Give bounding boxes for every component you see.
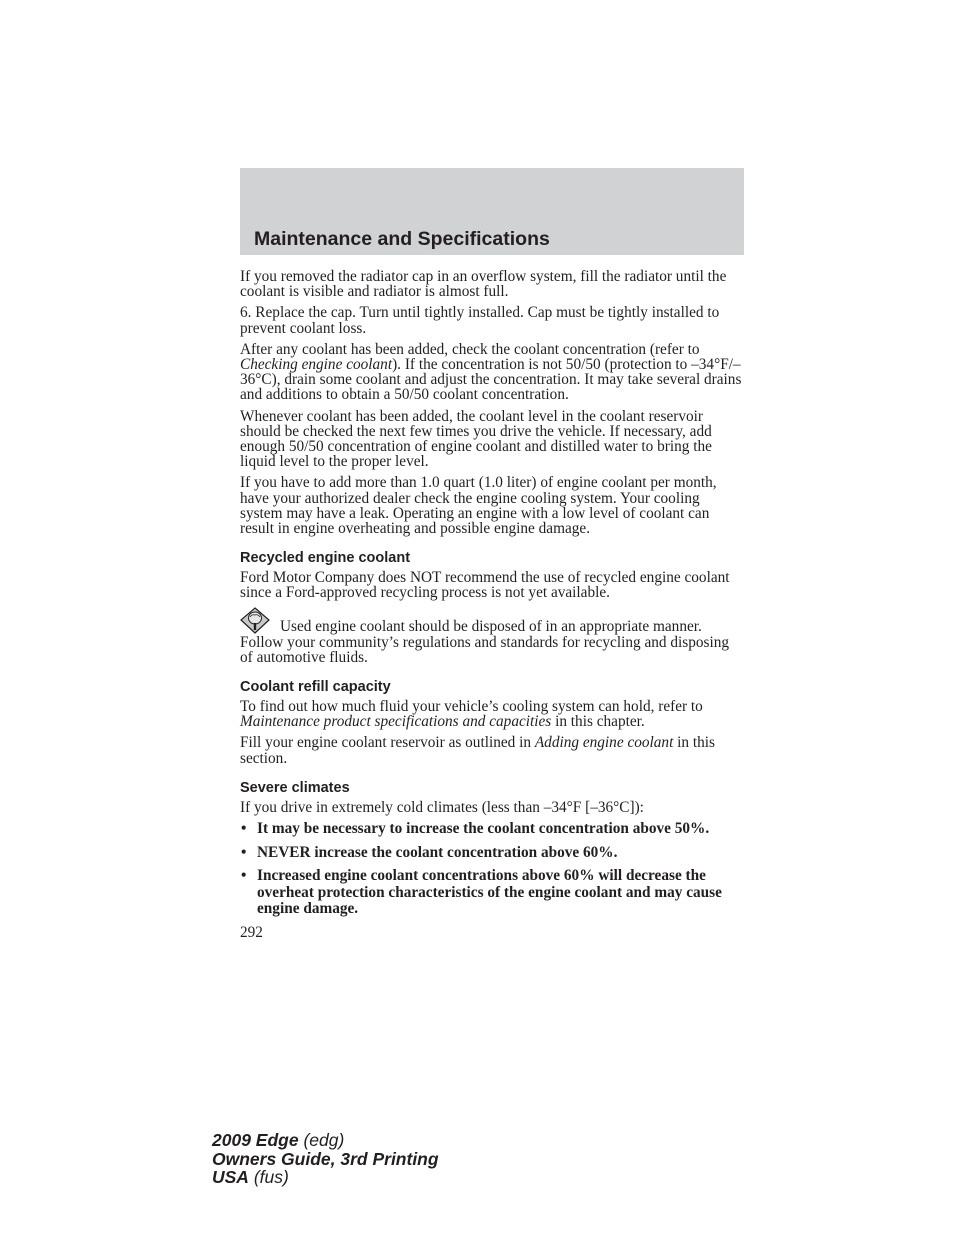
footer-guide: [212, 1150, 439, 1169]
footer-model: [212, 1131, 439, 1150]
model-name: 2009 Edge: [212, 1130, 299, 1150]
paragraph: If you have to add more than 1.0 quart (1.0 liter) of engine coolant per month, have your authorized dealer check the engine cooling system. Your cooling system may have a leak. Operating an engine with a low level of coolant can result in engine overheating and possible engine damage.: [240, 474, 717, 538]
paragraph: 6. Replace the cap. Turn until tightly installed. Cap must be tightly installed to prevent coolant loss.: [240, 304, 720, 337]
page-number: 292: [240, 923, 263, 941]
region-name: USA: [212, 1167, 249, 1187]
text-run: in this section.: [240, 734, 715, 767]
cross-reference: Adding engine coolant: [534, 734, 674, 752]
paragraph: Ford Motor Company does NOT recommend the use of recycled engine coolant since a Ford-approved recycling process is not yet available.: [240, 569, 730, 602]
list-item: • NEVER increase the coolant concentration above 60%.: [240, 845, 744, 862]
paragraph: [240, 699, 744, 729]
cross-reference: Maintenance product specifications and capacities: [240, 713, 552, 731]
paragraph: [240, 342, 744, 403]
paragraph: Whenever coolant has been added, the coolant level in the coolant reservoir should be checked the next few times you drive the vehicle. If necessary, add enough 50/50 concentration of engine coolant and distilled water to bring the liquid level to the proper level.: [240, 407, 712, 471]
tree-icon: [240, 607, 270, 635]
paragraph: If you removed the radiator cap in an overflow system, fill the radiator until the coolant is visible and radiator is almost full.: [240, 268, 727, 301]
region-code: (fus): [253, 1167, 289, 1187]
cross-reference: Checking engine coolant: [240, 356, 393, 374]
paragraph: [240, 735, 744, 765]
section-header: [240, 168, 744, 255]
list-item: • It may be necessary to increase the coolant concentration above 50%.: [240, 821, 744, 838]
heading-recycled-engine-coolant: Recycled engine coolant: [240, 550, 411, 567]
text-run: After any coolant has been added, check the coolant concentration (refer to: [240, 340, 700, 358]
text-run: ). If the concentration is not 50/50 (protection to –34°F/–36°C), drain some coolant and adjust the concentration. It may take several drains and additions to obtain a 50/50 coolant concentration.: [240, 356, 742, 404]
text-run: To find out how much fluid your vehicle’s cooling system can hold, refer to: [240, 698, 703, 716]
footer-region: [212, 1168, 439, 1187]
text-run: Used engine coolant should be disposed of in an appropriate manner. Follow your community’s regulations and standards for recycling and disposing of automotive fluids.: [240, 617, 729, 666]
text-run: Fill your engine coolant reservoir as outlined in: [240, 734, 535, 752]
list-item: • Increased engine coolant concentrations above 60% will decrease the overheat protection characteristics of the engine coolant and may cause engine damage.: [240, 868, 744, 918]
page-content: [240, 269, 744, 940]
guide-name: Owners Guide, 3rd Printing: [212, 1148, 439, 1169]
paragraph: If you drive in extremely cold climates (less than –34°F [–36°C]):: [240, 798, 644, 816]
heading-coolant-refill-capacity: Coolant refill capacity: [240, 679, 391, 696]
section-title: Maintenance and Specifications: [254, 228, 550, 250]
document-footer: [212, 1131, 439, 1187]
warning-list: [240, 821, 744, 918]
model-code: (edg): [303, 1130, 345, 1150]
text-run: in this chapter.: [551, 713, 645, 731]
environment-note: [240, 607, 744, 665]
heading-severe-climates: Severe climates: [240, 779, 350, 796]
